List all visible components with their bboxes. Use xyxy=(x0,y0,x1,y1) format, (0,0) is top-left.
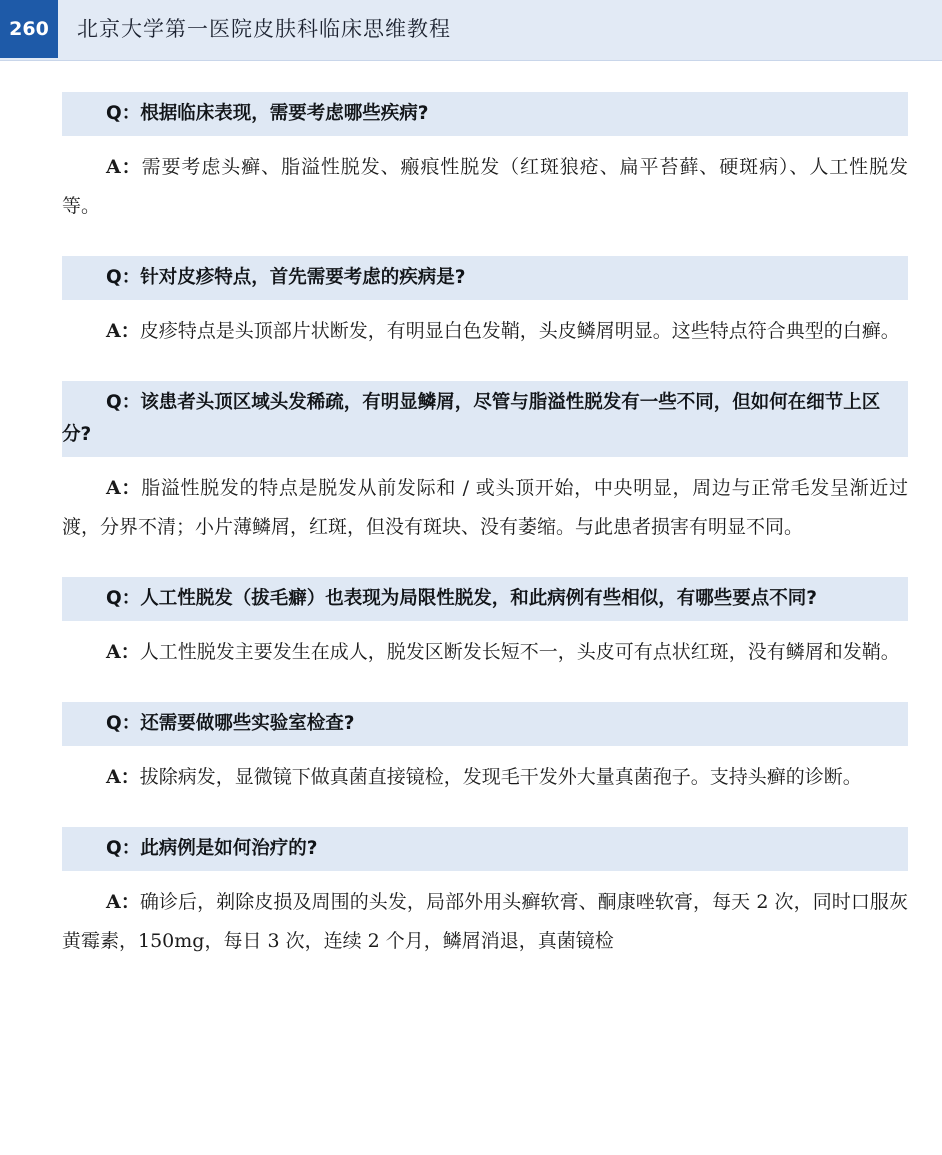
answer-label: A： xyxy=(106,766,140,788)
answer-label: A： xyxy=(106,891,140,913)
question-text: 该患者头顶区域头发稀疏，有明显鳞屑，尽管与脂溢性脱发有一些不同，但如何在细节上区分? xyxy=(62,392,881,445)
answer-text: 人工性脱发主要发生在成人，脱发区断发长短不一，头皮可有点状红斑，没有鳞屑和发鞘。 xyxy=(139,641,900,663)
qa-block xyxy=(0,256,942,351)
question-text: 针对皮疹特点，首先需要考虑的疾病是? xyxy=(140,267,466,288)
answer-paragraph xyxy=(62,148,908,226)
answer-paragraph xyxy=(62,633,908,672)
question-label: Q： xyxy=(106,103,141,124)
qa-block xyxy=(0,827,942,961)
answer-paragraph xyxy=(62,312,908,351)
page-content xyxy=(0,60,942,961)
question-label: Q： xyxy=(106,392,141,413)
question-label: Q： xyxy=(106,838,141,859)
answer-paragraph xyxy=(62,758,908,797)
page-number: 260 xyxy=(0,0,58,58)
question-label: Q： xyxy=(106,588,141,609)
qa-block xyxy=(0,92,942,226)
running-title: 北京大学第一医院皮肤科临床思维教程 xyxy=(77,17,451,41)
question-text: 人工性脱发（拔毛癖）也表现为局限性脱发，和此病例有些相似，有哪些要点不同? xyxy=(140,588,817,609)
question-bar xyxy=(62,381,908,457)
qa-block xyxy=(0,702,942,797)
answer-label: A： xyxy=(106,156,142,178)
question-text: 还需要做哪些实验室检查? xyxy=(140,713,355,734)
answer-text: 确诊后，剃除皮损及周围的头发，局部外用头癣软膏、酮康唑软膏，每天 2 次，同时口服灰黄霉素，150mg，每日 3 次，连续 2 个月，鳞屑消退，真菌镜检 xyxy=(62,891,908,952)
answer-paragraph xyxy=(62,469,908,547)
answer-label: A： xyxy=(106,641,140,663)
question-bar xyxy=(62,702,908,746)
question-label: Q： xyxy=(106,267,141,288)
page-header xyxy=(0,0,942,61)
question-bar xyxy=(62,92,908,136)
answer-text: 皮疹特点是头顶部片状断发，有明显白色发鞘，头皮鳞屑明显。这些特点符合典型的白癣。 xyxy=(139,320,900,342)
question-bar xyxy=(62,827,908,871)
answer-label: A： xyxy=(106,320,140,342)
answer-paragraph xyxy=(62,883,908,961)
answer-text: 脂溢性脱发的特点是脱发从前发际和 / 或头顶开始，中央明显，周边与正常毛发呈渐近过渡，分界不清；小片薄鳞屑，红斑，但没有斑块、没有萎缩。与此患者损害有明显不同。 xyxy=(62,477,909,538)
question-text: 此病例是如何治疗的? xyxy=(140,838,318,859)
question-text: 根据临床表现，需要考虑哪些疾病? xyxy=(140,103,429,124)
question-bar xyxy=(62,577,908,621)
answer-text: 拔除病发，显微镜下做真菌直接镜检，发现毛干发外大量真菌孢子。支持头癣的诊断。 xyxy=(139,766,862,788)
question-bar xyxy=(62,256,908,300)
qa-block xyxy=(0,577,942,672)
answer-label: A： xyxy=(106,477,142,499)
answer-text: 需要考虑头癣、脂溢性脱发、瘢痕性脱发（红斑狼疮、扁平苔藓、硬斑病）、人工性脱发等。 xyxy=(62,156,908,217)
qa-block xyxy=(0,381,942,547)
question-label: Q： xyxy=(106,713,141,734)
